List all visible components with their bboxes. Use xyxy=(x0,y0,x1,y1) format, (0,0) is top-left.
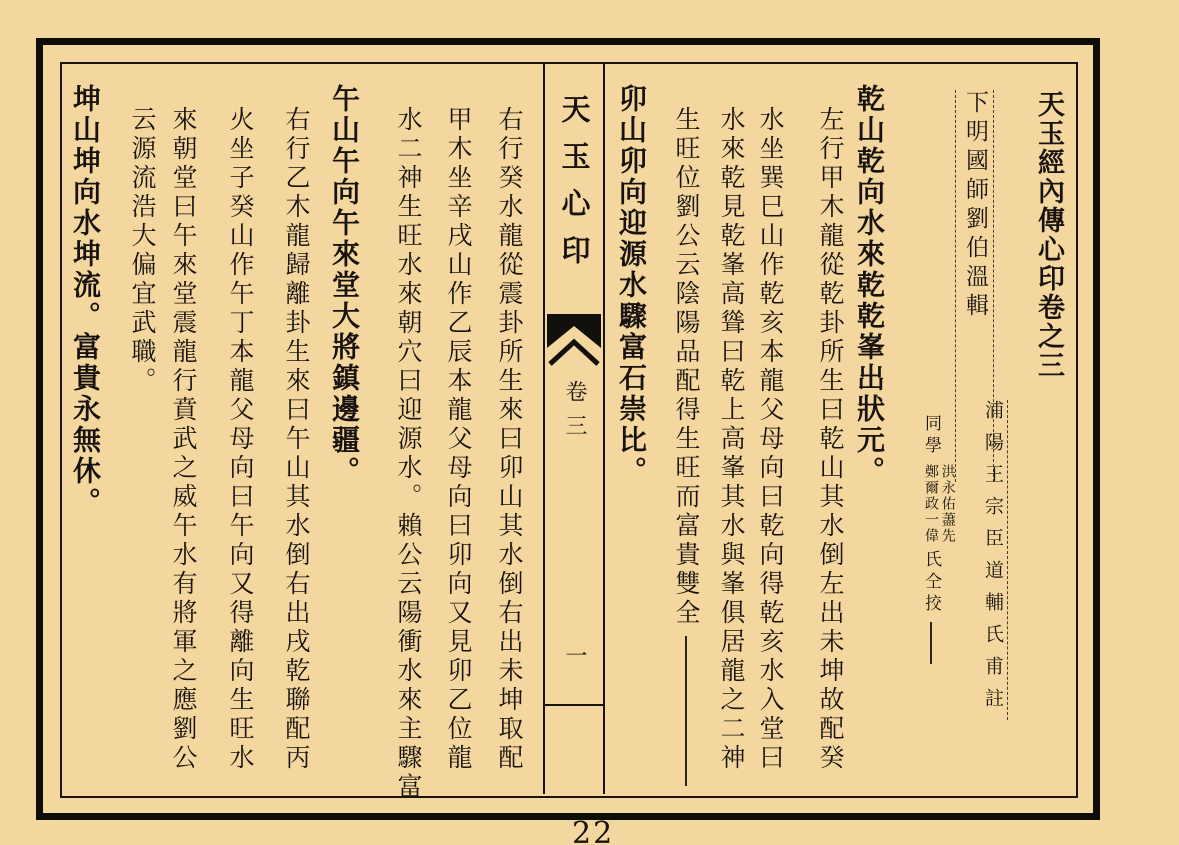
collators-end-rule xyxy=(930,622,932,664)
commentary-mao-column-3: 水二神生旺水來朝穴曰迎源水。賴公云陽衝水來主驟富 xyxy=(394,106,423,802)
commentary-wu-column-2: 火坐子癸山作午丁本龍父母向曰午向又得離向生旺水 xyxy=(226,106,255,773)
banxin-strip xyxy=(543,64,605,794)
page-number: 22 xyxy=(572,816,615,845)
collators-suffix: 氏仝挍 xyxy=(921,550,941,616)
volume-title-column: 天玉經內傳心印卷之三 xyxy=(1033,90,1064,380)
commentary-wu-column-1: 右行乙木龍歸離卦生來曰午山其水倒右出戌乾聯配丙 xyxy=(282,106,311,773)
commentary-qian-column-2: 水坐巽巳山作乾亥本龍父母向曰乾向得乾亥水入堂曰 xyxy=(756,106,785,773)
banxin-divider-line xyxy=(545,704,603,706)
collator-name-2: 鄭爾政一偉 xyxy=(923,464,939,544)
commentary-wu-column-3: 來朝堂曰午來堂震龍行賁武之威午水有將軍之應劉公 xyxy=(169,106,198,773)
verse-column-qian: 乾山乾向水來乾乾峯出狀元。 xyxy=(853,84,886,487)
editor-attribution-text: 下明國師劉伯溫輯 xyxy=(962,90,988,322)
commentary-mao-column-1: 右行癸水龍從震卦所生來曰卯山其水倒右出未坤取配 xyxy=(495,106,524,773)
page-content xyxy=(62,64,1076,802)
verse-column-kun: 坤山坤向水坤流。富貴永無休。 xyxy=(69,84,102,518)
commentary-qian-column-4 xyxy=(674,106,699,786)
banxin-folio-number: 一 xyxy=(562,644,587,666)
annotator-name-column: 浦陽王宗臣道輔氏甫註 xyxy=(983,400,1008,720)
collator-names-block xyxy=(922,414,956,664)
fishtail-mark-icon xyxy=(547,314,601,370)
commentary-qian-4-text: 生旺位劉公云陰陽品配得生旺而富貴雙全 xyxy=(672,106,701,628)
collator-name-pair xyxy=(922,464,956,544)
banxin-book-title: 天玉心印 xyxy=(557,94,592,282)
commentary-qian-column-1: 左行甲木龍從乾卦所生曰乾山其水倒左出未坤故配癸 xyxy=(816,106,845,773)
commentary-mao-column-2: 甲木坐辛戌山作乙辰本龍父母向曰卯向又見卯乙位龍 xyxy=(444,106,473,773)
verse-column-mao: 卯山卯向迎源水驟富石崇比。 xyxy=(615,84,648,487)
commentary-wu-column-4: 云源流浩大偏宜武職。 xyxy=(128,106,157,396)
verse-column-wu: 午山午向午來堂大將鎮邊疆。 xyxy=(328,84,361,487)
banxin-volume-label: 卷三 xyxy=(562,380,587,448)
commentary-qian-column-3: 水來乾見乾峯高聳曰乾上高峯其水與峯俱居龍之二神 xyxy=(717,106,746,773)
collators-prefix: 同學 xyxy=(921,414,941,458)
commentary-end-rule xyxy=(685,636,687,786)
collator-name-1: 洪永佑藎先 xyxy=(939,464,956,544)
